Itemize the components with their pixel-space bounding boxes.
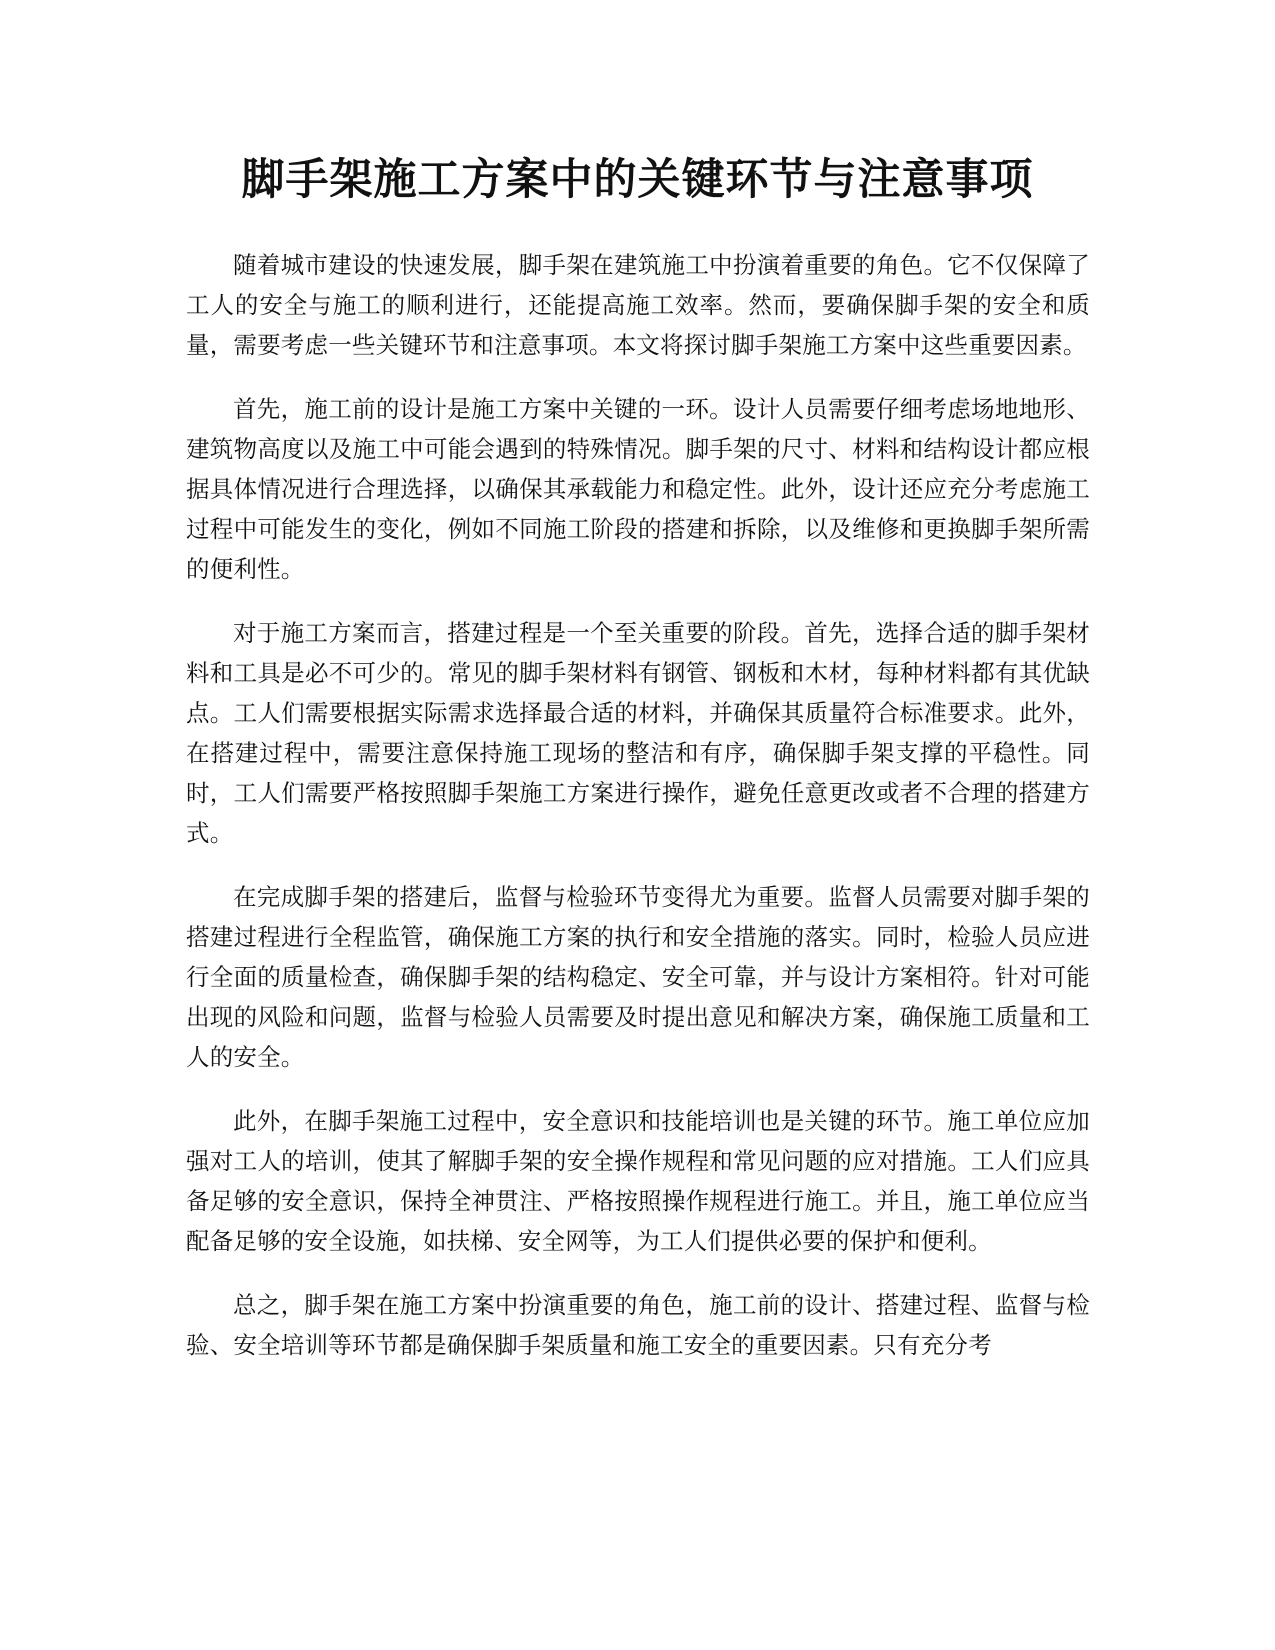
paragraph-conclusion: 总之，脚手架在施工方案中扮演重要的角色，施工前的设计、搭建过程、监督与检验、安全培训等环节都是确保脚手架质量和施工安全的重要因素。只有充分考 [186,1291,1090,1359]
document-title: 脚手架施工方案中的关键环节与注意事项 [241,155,1034,205]
document-body [186,245,1090,1389]
paragraph-construction: 对于施工方案而言，搭建过程是一个至关重要的阶段。首先，选择合适的脚手架材料和工具是必不可少的。常见的脚手架材料有钢管、钢板和木材，每种材料都有其优缺点。工人们需要根据实际需求选择最合适的材料，并确保其质量符合标准要求。此外，在搭建过程中，需要注意保持施工现场的整洁和有序，确保脚手架支撑的平稳性。同时，工人们需要严格按照脚手架施工方案进行操作，避免任意更改或者不合理的搭建方式。 [186,619,1090,847]
paragraph-inspection: 在完成脚手架的搭建后，监督与检验环节变得尤为重要。监督人员需要对脚手架的搭建过程进行全程监管，确保施工方案的执行和安全措施的落实。同时，检验人员应进行全面的质量检查，确保脚手架的结构稳定、安全可靠，并与设计方案相符。针对可能出现的风险和问题，监督与检验人员需要及时提出意见和解决方案，确保施工质量和工人的安全。 [186,883,1090,1071]
paragraph-training: 此外，在脚手架施工过程中，安全意识和技能培训也是关键的环节。施工单位应加强对工人的培训，使其了解脚手架的安全操作规程和常见问题的应对措施。工人们应具备足够的安全意识，保持全神贯注、严格按照操作规程进行施工。并且，施工单位应当配备足够的安全设施，如扶梯、安全网等，为工人们提供必要的保护和便利。 [186,1107,1090,1255]
paragraph-intro: 随着城市建设的快速发展，脚手架在建筑施工中扮演着重要的角色。它不仅保障了工人的安全与施工的顺利进行，还能提高施工效率。然而，要确保脚手架的安全和质量，需要考虑一些关键环节和注意事项。本文将探讨脚手架施工方案中这些重要因素。 [186,251,1090,359]
paragraph-design: 首先，施工前的设计是施工方案中关键的一环。设计人员需要仔细考虑场地地形、建筑物高度以及施工中可能会遇到的特殊情况。脚手架的尺寸、材料和结构设计都应根据具体情况进行合理选择，以确保其承载能力和稳定性。此外，设计还应充分考虑施工过程中可能发生的变化，例如不同施工阶段的搭建和拆除，以及维修和更换脚手架所需的便利性。 [186,395,1090,583]
